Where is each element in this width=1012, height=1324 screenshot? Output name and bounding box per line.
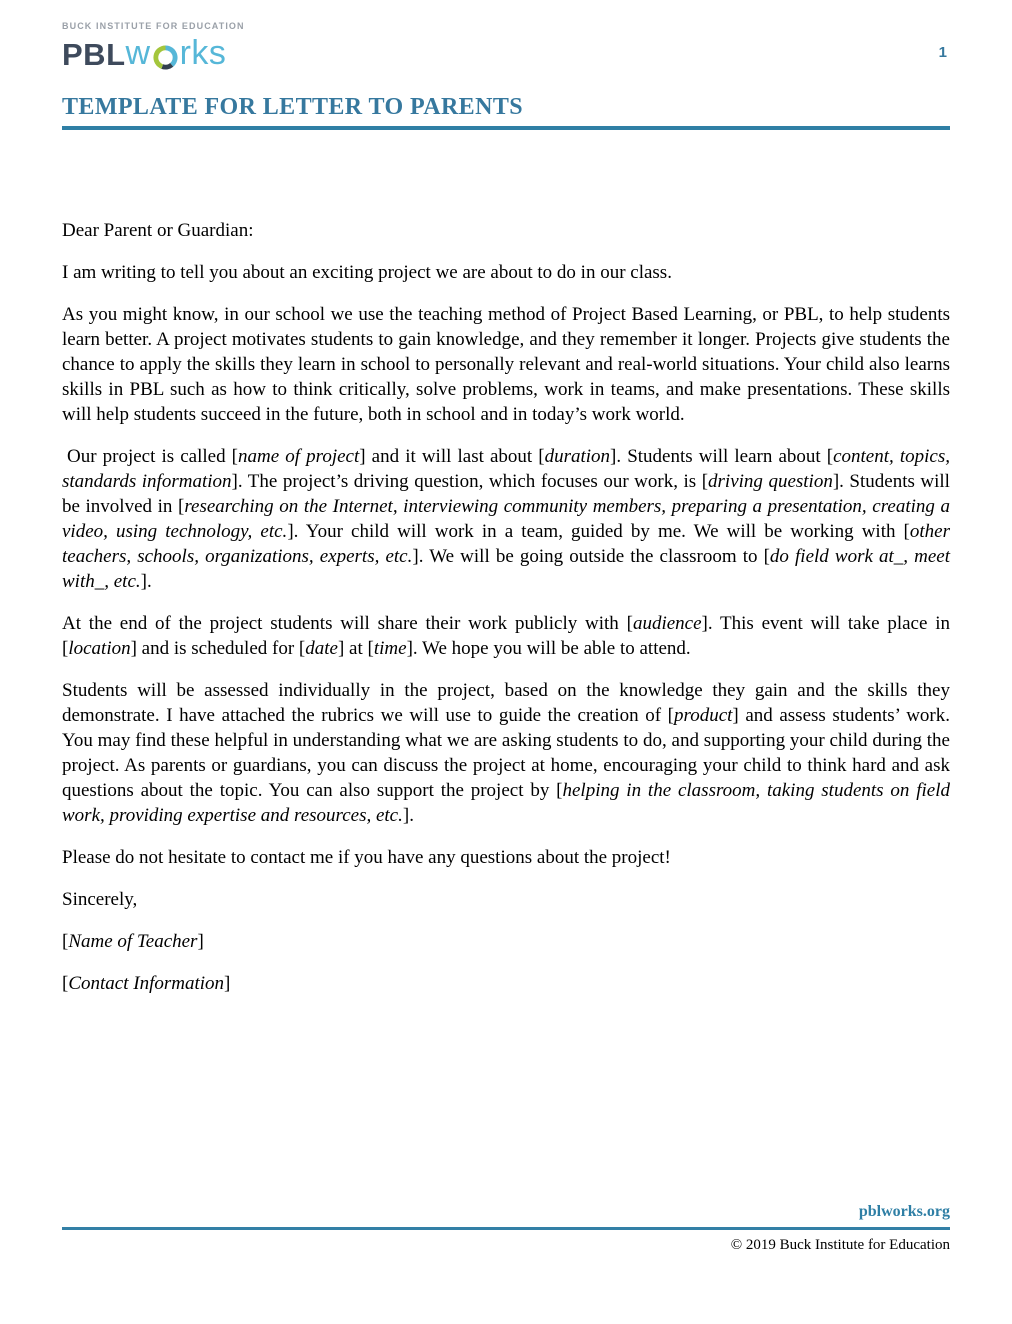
letter-body: [62, 218, 950, 996]
placeholder-italic-text: researching on the Internet, interviewing community members, preparing a presentation, creating a video, using technology, etc.: [62, 496, 950, 542]
letter-text: ] at [: [337, 638, 374, 659]
letter-text: ]. Your child will work in a team, guided by me. We will be working with [: [287, 521, 910, 542]
page-title: TEMPLATE FOR LETTER TO PARENTS: [62, 94, 950, 130]
contact-info-placeholder: [62, 971, 950, 996]
contact-invite-paragraph: [62, 845, 950, 870]
placeholder-italic-text: name of project: [238, 446, 360, 467]
placeholder-italic-text: audience: [632, 613, 702, 634]
teacher-name-placeholder: [62, 929, 950, 954]
letter-text: I am writing to tell you about an exciting project we are about to do in our class.: [62, 262, 672, 283]
page-number: 1: [938, 44, 947, 61]
ring-logo-icon: [152, 43, 179, 70]
letter-text: Dear Parent or Guardian:: [62, 220, 254, 241]
salutation: [62, 218, 950, 243]
letter-text: ]: [224, 973, 231, 994]
placeholder-italic-text: other teachers, schools, organizations, experts, etc.: [62, 521, 950, 567]
letter-text: ]. The project’s driving question, which focuses our work, is [: [231, 471, 709, 492]
placeholder-italic-text: helping in the classroom, taking students on field work, providing expertise and resources, etc.: [62, 780, 950, 826]
page-footer: [62, 1203, 950, 1254]
placeholder-italic-text: content, topics, standards information: [62, 446, 950, 492]
event-details-paragraph: [62, 611, 950, 661]
placeholder-italic-text: driving question: [708, 471, 833, 492]
logo-text-works: [126, 36, 227, 70]
letter-text: Please do not hesitate to contact me if you have any questions about the project!: [62, 847, 671, 868]
letter-text: Sincerely,: [62, 889, 138, 910]
letter-text: ]. Students will be involved in [: [62, 471, 950, 517]
website-link[interactable]: pblworks.org: [858, 1203, 950, 1220]
placeholder-italic-text: duration: [544, 446, 611, 467]
letter-text: Students will be assessed individually in the project, based on the knowledge they gain and the skills they demonstrate. I have attached the rubrics we will use to guide the creation of [: [62, 680, 950, 726]
logo-tagline: BUCK INSTITUTE FOR EDUCATION: [62, 21, 245, 31]
letter-text: ] and is scheduled for [: [130, 638, 306, 659]
placeholder-italic-text: time: [373, 638, 407, 659]
letter-text: ] and it will last about [: [359, 446, 545, 467]
logo-letters-rks: rks: [179, 34, 227, 72]
placeholder-italic-text: do field work at_, meet with_, etc.: [62, 546, 951, 592]
pblworks-logo: [62, 0, 950, 70]
letter-text: ] and assess students’ work. You may find these helpful in understanding what we are asking students to do, and supporting your child during the project. As parents or guardians, you can discuss the project at home, encouraging your child to think hard and ask questions about the topic. You can also support the project by [: [62, 705, 950, 801]
placeholder-italic-text: product: [674, 705, 733, 726]
signoff: [62, 887, 950, 912]
assessment-paragraph: [62, 678, 950, 828]
letter-text: ]. We hope you will be able to attend.: [406, 638, 691, 659]
copyright-text: © 2019 Buck Institute for Education: [730, 1237, 950, 1253]
placeholder-italic-text: location: [68, 638, 131, 659]
project-details-paragraph: [62, 444, 950, 594]
letter-text: [: [62, 931, 69, 952]
letter-text: ]: [197, 931, 204, 952]
letter-text: Our project is called [: [67, 446, 239, 467]
letter-text: [: [62, 973, 69, 994]
intro-paragraph: [62, 260, 950, 285]
letter-text: ]. This event will take place in [: [62, 613, 950, 659]
letter-text: ].: [140, 571, 152, 592]
placeholder-italic-text: date: [305, 638, 338, 659]
logo-text-pbl: PBL: [62, 37, 126, 72]
letter-text: At the end of the project students will share their work publicly with [: [62, 613, 633, 634]
logo-letter-w: w: [125, 34, 151, 72]
letter-text: As you might know, in our school we use the teaching method of Project Based Learning, or PBL, to help students learn better. A project motivates students to gain knowledge, and they remember it longer. Projects give students the chance to apply the skills they learn in school to personally relevant and real-world situations. Your child also learns skills in PBL such as how to think critically, solve problems, work in teams, and make presentations. These skills will help students succeed in the future, both in school and in today’s work world.: [62, 304, 950, 425]
about-pbl-paragraph: [62, 302, 950, 427]
letter-text: ]. Students will learn about [: [610, 446, 834, 467]
placeholder-italic-text: Contact Information: [68, 973, 225, 994]
letter-text: ]. We will be going outside the classroom to [: [412, 546, 770, 567]
placeholder-italic-text: Name of Teacher: [68, 931, 198, 952]
letter-text: ].: [402, 805, 414, 826]
